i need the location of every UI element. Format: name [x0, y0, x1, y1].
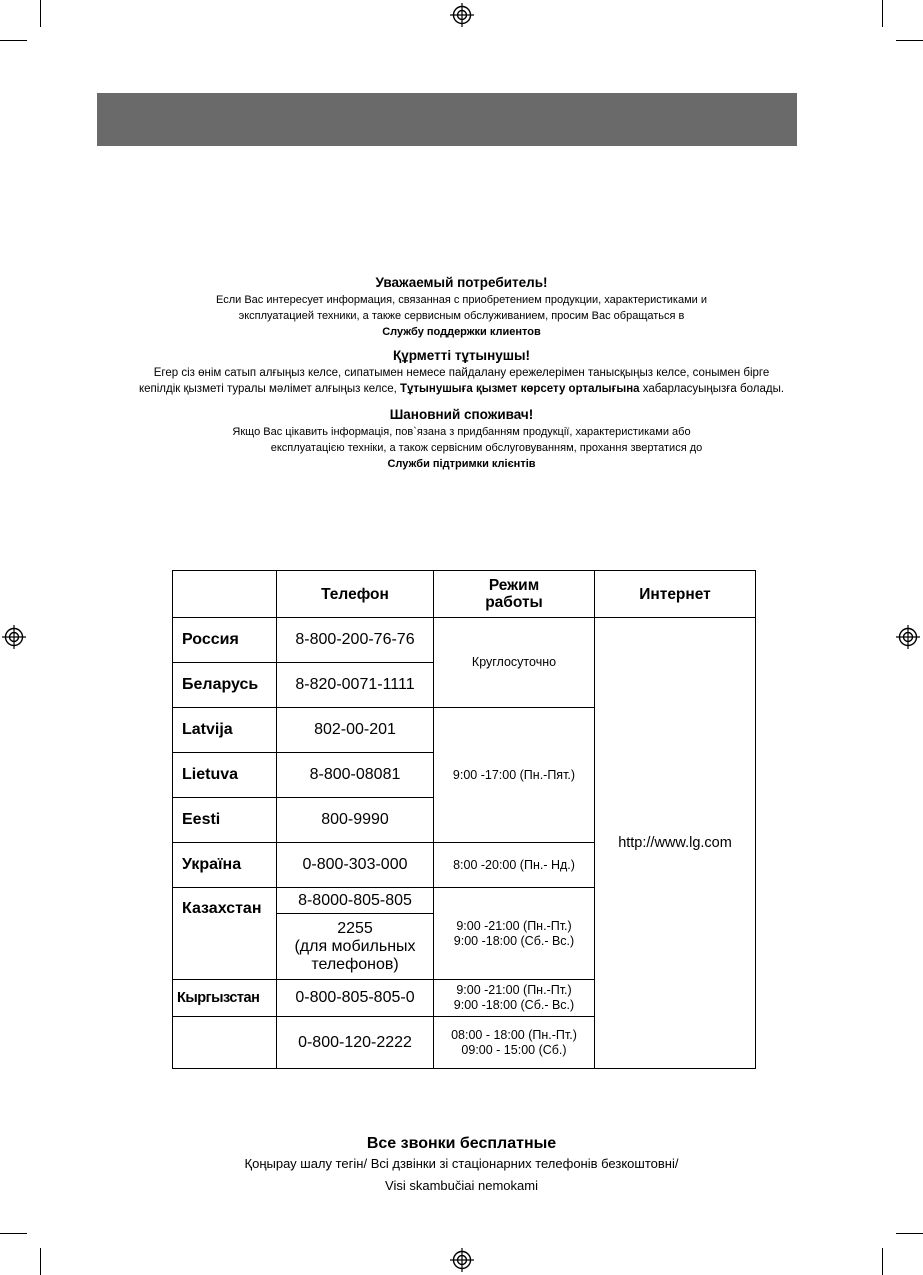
crop-mark: [896, 40, 923, 41]
country-ukraina: Україна: [173, 843, 277, 888]
registration-mark-icon: [2, 625, 26, 649]
table-header-row: [173, 571, 756, 618]
hours-24: Круглосуточно: [434, 618, 595, 708]
header-cell-empty: [173, 571, 277, 618]
hours-kazakhstan: [434, 888, 595, 980]
header-phone: Телефон: [277, 571, 434, 618]
hours-line: 08:00 - 18:00 (Пн.-Пт.): [451, 1027, 577, 1042]
message-ru-title: Уважаемый потребитель!: [375, 275, 548, 290]
message-kz-strong-text: Тұтынушыға қызмет көрсету орталығына: [400, 383, 640, 395]
message-ru: [0, 274, 923, 340]
message-kz-line: Егер сіз өнім сатып алғыңыз келсе, сипатымен немесе пайдалану ережелерімен танысқыңыз келсе, сонымен бірге: [153, 367, 770, 379]
phone-line: телефонов): [311, 955, 399, 973]
crop-mark: [0, 1233, 27, 1234]
phone-lietuva: 8-800-08081: [277, 753, 434, 798]
phone-belarus: 8-820-0071-1111: [277, 663, 434, 708]
phone-line: (для мобильных: [294, 937, 416, 955]
hours-unnamed: [434, 1017, 595, 1069]
country-kazakhstan: Казахстан: [173, 888, 277, 980]
country-kyrgyzstan: Кыргызстан: [173, 980, 277, 1017]
registration-mark-icon: [896, 625, 920, 649]
hours-line: 9:00 -18:00 (Сб.- Вс.): [453, 998, 575, 1012]
registration-mark-icon: [450, 3, 474, 27]
message-ru-line: эксплуатацией техники, а также сервисным обслуживанием, просим Вас обращаться в: [238, 310, 685, 322]
footer-line: Visi skambučiai nemokami: [385, 1178, 538, 1193]
contacts-table: [172, 570, 756, 1069]
country-lietuva: Lietuva: [173, 753, 277, 798]
hours-line: 9:00 -18:00 (Сб.- Вс.): [453, 933, 575, 948]
phone-russia: 8-800-200-76-76: [277, 618, 434, 663]
message-kz: [0, 347, 923, 397]
header-hours: [434, 571, 595, 618]
header-bar: [97, 93, 797, 146]
country-empty: [173, 1017, 277, 1069]
phone-kazakhstan-1: 8-8000-805-805: [277, 888, 434, 914]
message-ua-title: Шановний споживач!: [389, 407, 534, 422]
footer-title: Все звонки бесплатные: [366, 1135, 557, 1152]
message-ua-line: Якщо Вас цікавить інформація, пов`язана з придбанням продукції, характеристиками або: [232, 426, 691, 438]
message-ua-line: експлуатацією техніки, а також сервісним обслуговуванням, прохання звертатися до: [270, 442, 703, 454]
hours-line: 09:00 - 15:00 (Сб.): [461, 1042, 567, 1057]
message-ru-line: Если Вас интересует информация, связанная с приобретением продукции, характеристиками и: [215, 294, 708, 306]
crop-mark: [40, 1248, 41, 1275]
crop-mark: [896, 1233, 923, 1234]
message-kz-text: кепілдік қызметі туралы мәлімет алғыңыз келсе,: [138, 383, 400, 395]
header-internet: Интернет: [595, 571, 756, 618]
header-hours-label: Режим работы: [485, 577, 543, 611]
table-row: [173, 618, 756, 663]
phone-line: 2255: [337, 919, 373, 937]
country-russia: Россия: [173, 618, 277, 663]
message-ru-line: Службу поддержки клиентов: [382, 326, 541, 338]
hours-baltic: 9:00 -17:00 (Пн.-Пят.): [434, 708, 595, 843]
crop-mark: [882, 0, 883, 27]
country-belarus: Беларусь: [173, 663, 277, 708]
phone-unnamed: 0-800-120-2222: [277, 1017, 434, 1069]
internet-link[interactable]: http://www.lg.com: [595, 618, 756, 1069]
phone-kazakhstan-2: [277, 914, 434, 980]
country-latvija: Latvija: [173, 708, 277, 753]
crop-mark: [0, 40, 27, 41]
hours-kyrgyzstan: [434, 980, 595, 1017]
message-ua-line: Служби підтримки клієнтів: [387, 458, 536, 470]
footer-line: Қоңырау шалу тегін/ Всі дзвінки зі стаціонарних телефонів безкоштовні/: [244, 1156, 679, 1171]
phone-kyrgyzstan: 0-800-805-805-0: [277, 980, 434, 1017]
phone-eesti: 800-9990: [277, 798, 434, 843]
phone-ukraina: 0-800-303-000: [277, 843, 434, 888]
message-kz-text: хабарласуыңызға болады.: [639, 383, 785, 395]
country-eesti: Eesti: [173, 798, 277, 843]
crop-mark: [882, 1248, 883, 1275]
phone-latvija: 802-00-201: [277, 708, 434, 753]
registration-mark-icon: [450, 1248, 474, 1272]
message-kz-line: [0, 381, 923, 397]
hours-ukraina: 8:00 -20:00 (Пн.- Нд.): [434, 843, 595, 888]
footer: [0, 1134, 923, 1196]
message-ua: [0, 406, 923, 472]
hours-line: 9:00 -21:00 (Пн.-Пт.): [456, 983, 572, 997]
hours-line: 9:00 -21:00 (Пн.-Пт.): [456, 918, 572, 933]
crop-mark: [40, 0, 41, 27]
message-kz-title: Құрметті тұтынушы!: [392, 348, 531, 363]
